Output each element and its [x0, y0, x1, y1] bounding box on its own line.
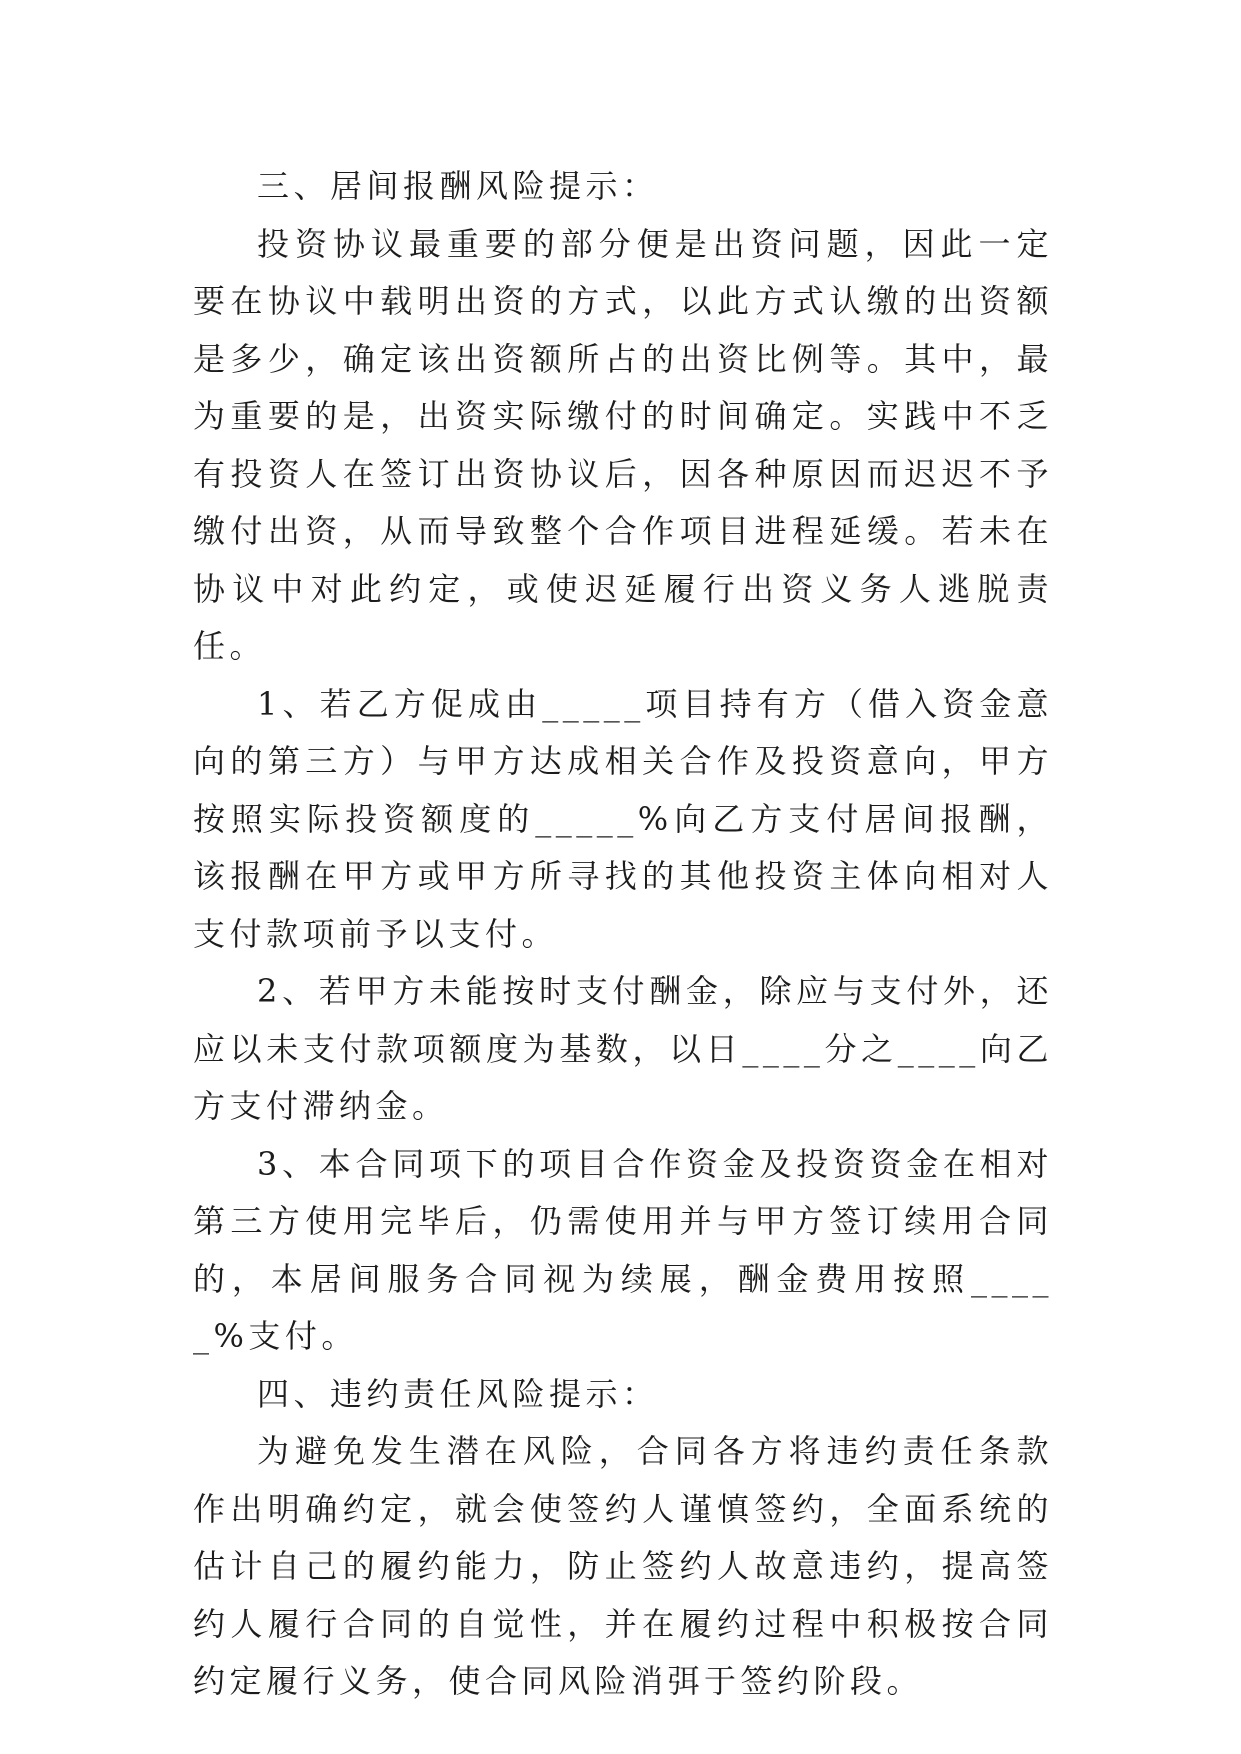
document-body: [193, 158, 1053, 1711]
clause-1-commission: 1、若乙方促成由_____项目持有方（借入资金意向的第三方）与甲方达成相关合作及投资意向，甲方按照实际投资额度的_____%向乙方支付居间报酬，该报酬在甲方或甲方所寻找的其他投资主体向相对人支付款项前予以支付。: [193, 684, 1053, 953]
section-heading-3: 三、居间报酬风险提示：: [257, 167, 659, 205]
clause-2-late-fee: 2、若甲方未能按时支付酬金，除应与支付外，还应以未支付款项额度为基数，以日____分之____向乙方支付滞纳金。: [193, 972, 1053, 1125]
section-heading-4: 四、违约责任风险提示：: [257, 1374, 659, 1413]
paragraph-breach-liability: 为避免发生潜在风险，合同各方将违约责任条款作出明确约定，就会使签约人谨慎签约，全面系统的估计自己的履约能力，防止签约人故意违约，提高签约人履行合同的自觉性，并在履约过程中积极按合同约定履行义务，使合同风险消弭于签约阶段。: [193, 1432, 1053, 1700]
paragraph-investment-agreement: 投资协议最重要的部分便是出资问题，因此一定要在协议中载明出资的方式，以此方式认缴的出资额是多少，确定该出资额所占的出资比例等。其中，最为重要的是，出资实际缴付的时间确定。实践中不乏有投资人在签订出资协议后，因各种原因而迟迟不予缴付出资，从而导致整个合作项目进程延缓。若未在协议中对此约定，或使迟延履行出资义务人逃脱责任。: [193, 224, 1053, 665]
clause-3-renewal: 3、本合同项下的项目合作资金及投资资金在相对第三方使用完毕后，仍需使用并与甲方签订续用合同的，本居间服务合同视为续展，酬金费用按照_____%支付。: [193, 1144, 1053, 1355]
